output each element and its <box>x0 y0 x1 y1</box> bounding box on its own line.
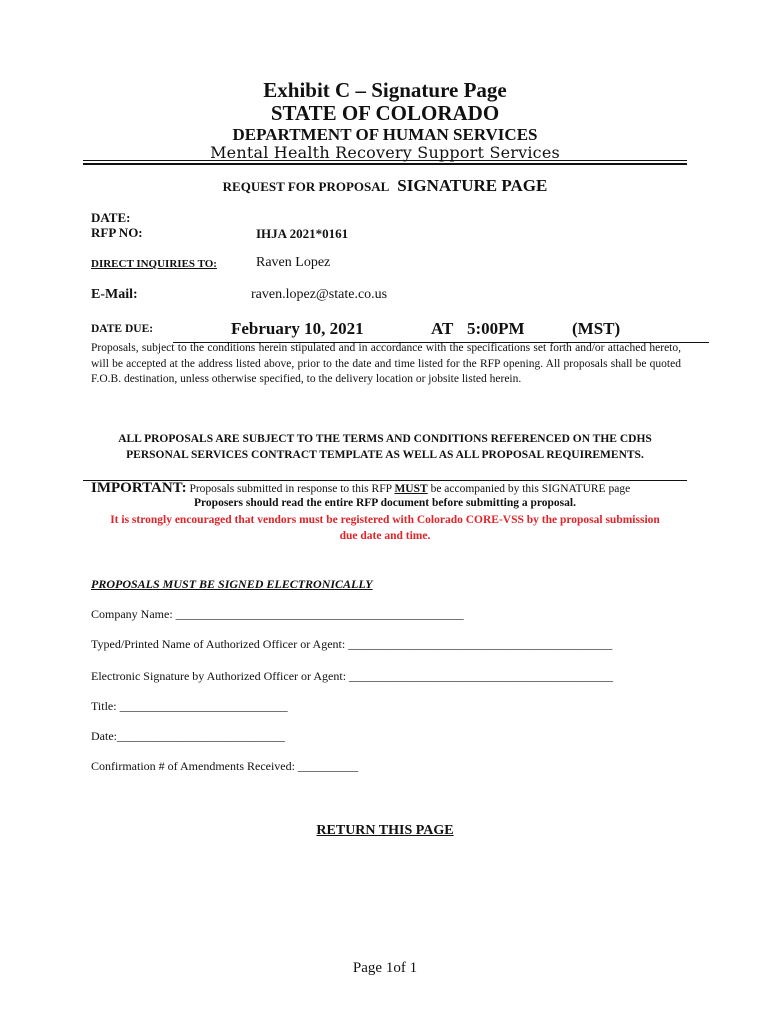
email-label: E-Mail: <box>91 287 138 302</box>
typed-name-field[interactable]: Typed/Printed Name of Authorized Officer or Agent: ____________________________________________ <box>91 637 613 651</box>
amendments-field[interactable]: Confirmation # of Amendments Received: __________ <box>91 759 358 773</box>
electronic-signature-field[interactable]: Electronic Signature by Authorized Officer or Agent: ____________________________________________ <box>91 669 614 683</box>
date-field[interactable]: Date:____________________________ <box>91 729 285 743</box>
important-notice <box>91 480 691 497</box>
due-date-row <box>91 319 709 341</box>
email-value: raven.lopez@state.co.us <box>251 287 388 302</box>
program-title: Mental Health Recovery Support Services <box>210 143 560 162</box>
proposal-paragraph: Proposals, subject to the conditions herein stipulated and in accordance with the specifications set forth and/or attached hereto, will be accepted at the address listed above, prior to the date and time listed for the RFP opening. All proposals shall be quoted F.O.B. destination, unless otherwise specified, to the delivery location or jobsite listed herein. <box>91 342 681 385</box>
core-vss-warning: It is strongly encouraged that vendors must be registered with Colorado CORE-VSS by the proposal submission due date and time. <box>110 514 660 542</box>
return-this-page: RETURN THIS PAGE <box>316 823 454 838</box>
header-divider-thick <box>83 163 687 165</box>
state-title: STATE OF COLORADO <box>270 101 500 125</box>
important-text-after: be accompanied by this SIGNATURE page <box>430 483 631 495</box>
request-heading <box>0 176 770 196</box>
due-timezone: (MST) <box>572 319 621 338</box>
important-label: IMPORTANT: <box>91 480 187 496</box>
title-field[interactable]: Title: ____________________________ <box>91 699 288 713</box>
request-title: SIGNATURE PAGE <box>397 176 548 195</box>
due-at: AT <box>431 319 454 338</box>
all-proposals-notice: ALL PROPOSALS ARE SUBJECT TO THE TERMS AND CONDITIONS REFERENCED ON THE CDHS PERSONAL SERVICES CONTRACT TEMPLATE AS WELL AS ALL PROPOSAL REQUIREMENTS. <box>118 433 652 461</box>
header-divider-thin <box>83 160 687 161</box>
page-number: Page 1of 1 <box>352 960 418 976</box>
department-title: DEPARTMENT OF HUMAN SERVICES <box>232 125 538 144</box>
due-time: 5:00PM <box>467 319 525 338</box>
inquiries-contact: Raven Lopez <box>256 255 331 270</box>
due-date: February 10, 2021 <box>231 319 364 338</box>
rfp-label: RFP NO: <box>91 225 143 240</box>
important-text-before: Proposals submitted in response to this RFP <box>189 483 392 495</box>
date-label: DATE: <box>91 210 131 225</box>
inquiries-label: DIRECT INQUIRIES TO: <box>91 258 217 270</box>
important-must: MUST <box>394 483 428 495</box>
due-label: DATE DUE: <box>91 323 154 335</box>
signed-heading: PROPOSALS MUST BE SIGNED ELECTRONICALLY <box>91 577 373 591</box>
rfp-number: IHJA 2021*0161 <box>256 226 349 241</box>
proposers-line: Proposers should read the entire RFP document before submitting a proposal. <box>194 497 576 509</box>
request-prefix: REQUEST FOR PROPOSAL <box>222 179 390 194</box>
exhibit-title: Exhibit C – Signature Page <box>263 78 507 102</box>
company-name-field[interactable]: Company Name: ________________________________________________ <box>91 607 464 621</box>
